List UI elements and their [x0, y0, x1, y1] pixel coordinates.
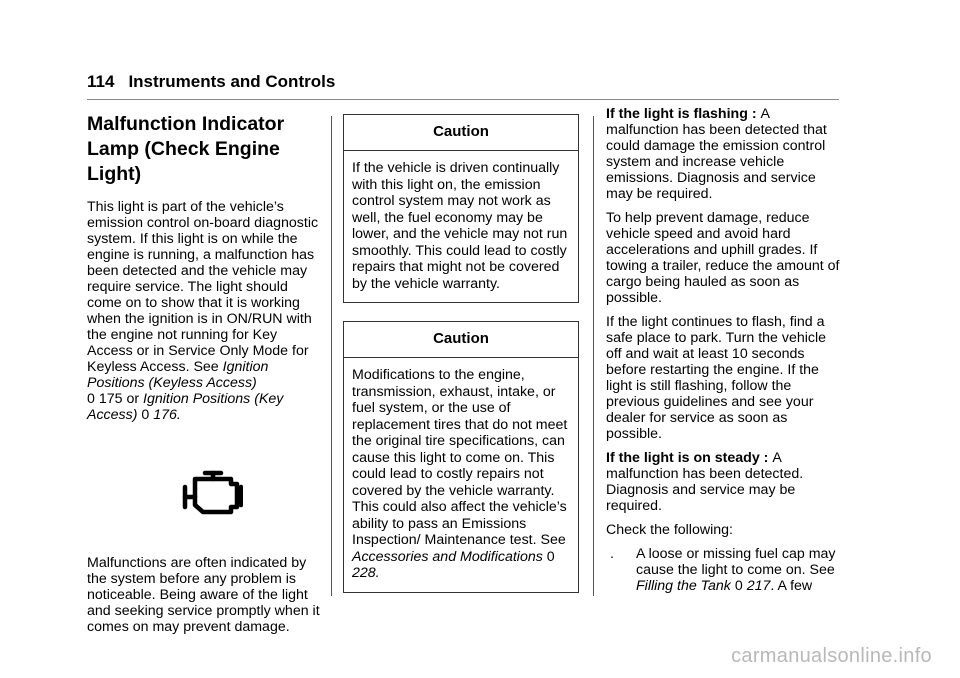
ref-arrow-icon: 0 [87, 391, 95, 407]
ref-ignition-keyless[interactable]: Ignition Positions (Keyless Access) [87, 359, 269, 391]
check-engine-icon [181, 469, 243, 517]
ref-page-175[interactable]: 175 [98, 391, 123, 407]
intro-text: This light is part of the vehicle’s emission control on-board diagnostic system. If this light is on while the engine is running, a malfunction has been detected and the vehicle may require service. The light should come on to show that it is working when the ignition is in ON/RUN with the engine not running for Key Access or in Service Only Mode for Keyless Access. See [87, 199, 319, 375]
ref-accessories[interactable]: Accessories and Modifications [352, 548, 543, 565]
bullet-marker: . [610, 546, 614, 562]
ref-page-217[interactable]: 217 [746, 578, 771, 594]
continue-paragraph: If the light continues to flash, find a safe place to park. Turn the vehicle off and wait at least 10 seconds before restarting the engine. If the light is still flashing, follow the previous guidelines and see your dealer for service as soon as possible. [606, 314, 827, 442]
ref-arrow-icon: 0 [141, 407, 150, 423]
malfunction-paragraph: Malfunctions are often indicated by the system before any problem is noticeable. Being aware of the light and seeking service promptly when it comes on may prevent damage. [87, 555, 320, 635]
help-paragraph: To help prevent damage, reduce vehicle speed and avoid hard accelerations and uphill grades. If towing a trailer, reduce the amount of cargo being hauled as soon as possible. [606, 210, 840, 306]
caution-body-1: If the vehicle is driven continually with this light on, the emission control system may not work as well, the fuel economy may be lower, and the vehicle may not run smoothly. This could lead to costly repairs that might not be covered by the vehicle warranty. [352, 160, 568, 292]
steady-text: A malfunction has been detected. Diagnosis and service may be required. [606, 450, 804, 514]
ref-arrow-icon: 0 [734, 578, 743, 594]
page-header [87, 72, 335, 92]
ref-page-176[interactable]: 176. [153, 407, 181, 423]
column-divider-2 [593, 116, 594, 596]
intro-paragraph [87, 199, 323, 423]
ref-page-228[interactable]: 228. [352, 565, 380, 581]
ref-ignition-key[interactable]: Ignition Positions (Key Access) [87, 391, 284, 423]
column-3 [606, 106, 840, 594]
check-paragraph: Check the following: [606, 522, 733, 538]
bullet-tail: . A few [770, 578, 813, 594]
column-2 [343, 114, 579, 611]
flashing-paragraph [606, 106, 840, 202]
header-rule [87, 99, 839, 100]
column-divider-1 [331, 116, 332, 596]
steady-paragraph [606, 450, 840, 514]
chapter-title: Instruments and Controls [128, 72, 336, 91]
caution-body-2 [352, 367, 570, 582]
caution-box-2 [343, 321, 579, 593]
bullet-body: A loose or missing fuel cap may cause the light to come on. See [636, 546, 836, 578]
bullet-text [636, 546, 840, 594]
or-text: or [122, 391, 144, 407]
flashing-text: A malfunction has been detected that could damage the emission control system and increase vehicle emissions. Diagnosis and service may be required. [606, 106, 827, 202]
caution-title-2: Caution [344, 330, 578, 358]
page-number: 114 [87, 72, 115, 91]
ref-arrow-icon: 0 [546, 548, 555, 565]
column-1 [87, 112, 323, 643]
engine-icon-wrap [87, 431, 323, 555]
caution-body-2-text: Modifications to the engine, transmission, exhaust, intake, or fuel system, or the use of replacement tires that do not meet the original tire specifications, can cause this light to come on. This could lead to costly repairs not covered by the vehicle warranty. This could also affect the vehicle’s ability to pass an Emissions Inspection/ Maintenance test. See [352, 367, 568, 548]
ref-filling-tank[interactable]: Filling the Tank [636, 578, 731, 594]
list-item [606, 546, 840, 594]
caution-title-1: Caution [344, 123, 578, 151]
flashing-label: If the light is flashing : [606, 106, 761, 122]
steady-label: If the light is on steady : [606, 450, 773, 466]
caution-box-1 [343, 114, 579, 303]
section-heading: Malfunction Indicator Lamp (Check Engine Light) [87, 113, 285, 185]
watermark: carmanualsonline.info [731, 645, 932, 667]
